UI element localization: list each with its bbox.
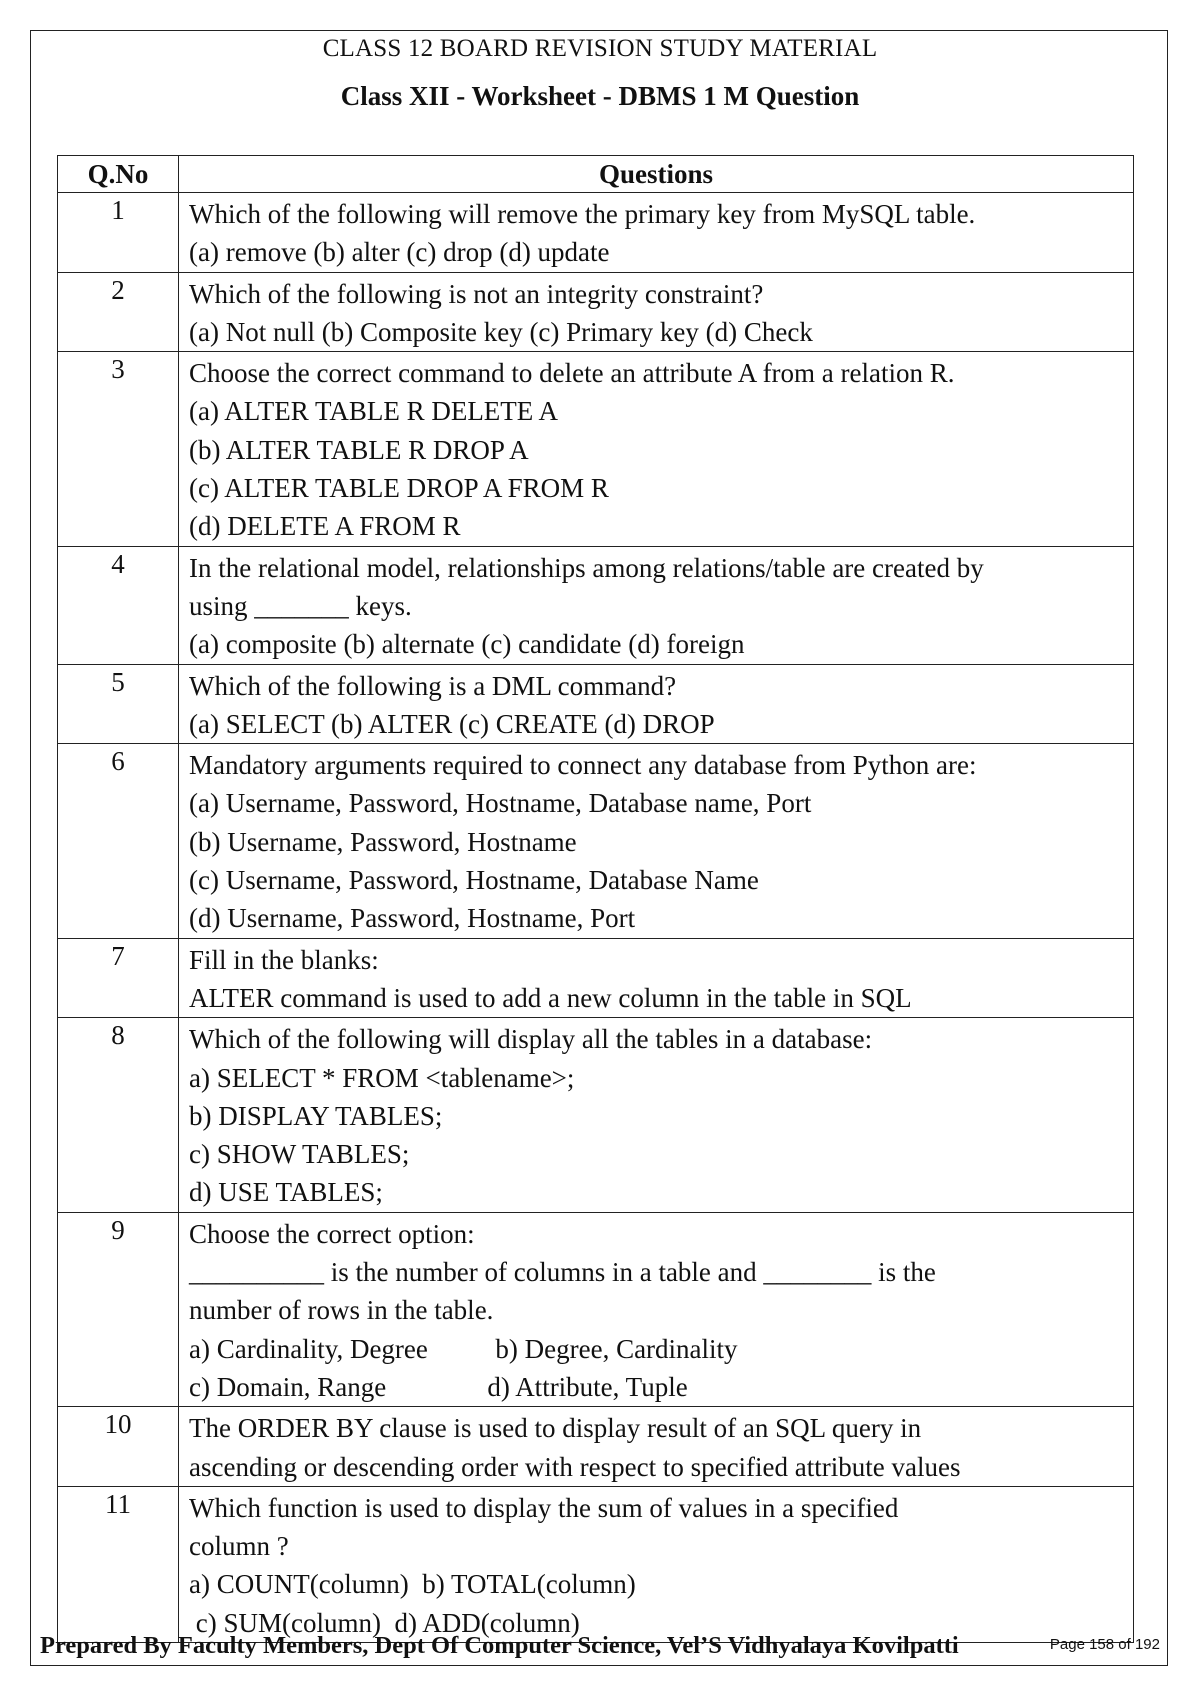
qno-column-header: Q.No	[58, 156, 179, 193]
questions-body	[58, 193, 1134, 1643]
question-line: number of rows in the table.	[189, 1295, 494, 1326]
question-line: Fill in the blanks:	[189, 944, 379, 975]
question-text	[179, 1018, 1134, 1212]
question-line: ALTER command is used to add a new column in the table in SQL	[189, 982, 912, 1013]
question-line: Which function is used to display the sum of values in a specified	[189, 1492, 899, 1523]
question-line: (a) remove (b) alter (c) drop (d) update	[189, 237, 610, 268]
question-line: (b) ALTER TABLE R DROP A	[189, 434, 529, 465]
question-line: Which of the following is not an integrity constraint?	[189, 278, 764, 309]
question-line: The ORDER BY clause is used to display result of an SQL query in	[189, 1413, 922, 1444]
question-line: using _______ keys.	[189, 590, 412, 621]
question-line: (a) SELECT (b) ALTER (c) CREATE (d) DROP	[189, 708, 715, 739]
question-number: 2	[58, 272, 179, 352]
page-header	[0, 30, 1200, 112]
question-line: (a) composite (b) alternate (c) candidate (d) foreign	[189, 629, 745, 660]
question-line: c) SUM(column) d) ADD(column)	[189, 1607, 580, 1638]
question-text	[179, 1212, 1134, 1406]
question-line: Choose the correct command to delete an attribute A from a relation R.	[189, 358, 955, 389]
question-text	[179, 352, 1134, 546]
question-text	[179, 744, 1134, 938]
table-row	[58, 1212, 1134, 1406]
table-row	[58, 272, 1134, 352]
questions-column-header: Questions	[179, 156, 1134, 193]
question-line: a) SELECT * FROM <tablename>;	[189, 1062, 575, 1093]
question-number: 9	[58, 1212, 179, 1406]
question-line: Choose the correct option:	[189, 1218, 475, 1249]
question-line: (d) DELETE A FROM R	[189, 511, 461, 542]
question-line: Which of the following will display all the tables in a database:	[189, 1024, 873, 1055]
question-line: c) SHOW TABLES;	[189, 1139, 410, 1170]
question-line: a) COUNT(column) b) TOTAL(column)	[189, 1569, 636, 1600]
question-text	[179, 546, 1134, 664]
question-line: (d) Username, Password, Hostname, Port	[189, 903, 636, 934]
table-row	[58, 352, 1134, 546]
material-title: CLASS 12 BOARD REVISION STUDY MATERIAL	[322, 35, 878, 62]
question-line: column ?	[189, 1531, 289, 1562]
question-number: 10	[58, 1407, 179, 1487]
question-line: (c) ALTER TABLE DROP A FROM R	[189, 473, 609, 504]
question-line: ascending or descending order with respect to specified attribute values	[189, 1451, 961, 1482]
table-row	[58, 1407, 1134, 1487]
question-number: 4	[58, 546, 179, 664]
prepared-by: Prepared By Faculty Members, Dept Of Computer Science, Vel’S Vidhyalaya Kovilpatti	[40, 1632, 959, 1659]
question-line: c) Domain, Range d) Attribute, Tuple	[189, 1371, 688, 1402]
question-text	[179, 664, 1134, 744]
question-number: 8	[58, 1018, 179, 1212]
page-number: Page 158 of 192	[1049, 1636, 1160, 1653]
table-row	[58, 546, 1134, 664]
table-header-row	[58, 156, 1134, 193]
question-number: 6	[58, 744, 179, 938]
question-line: (b) Username, Password, Hostname	[189, 826, 577, 857]
table-row	[58, 938, 1134, 1018]
table-row	[58, 193, 1134, 273]
question-text	[179, 1486, 1134, 1642]
worksheet-title: Class XII - Worksheet - DBMS 1 M Question	[340, 81, 860, 111]
question-line: (c) Username, Password, Hostname, Database Name	[189, 865, 759, 896]
question-line: Mandatory arguments required to connect any database from Python are:	[189, 750, 977, 781]
table-row	[58, 664, 1134, 744]
table-row	[58, 1018, 1134, 1212]
question-line: Which of the following will remove the primary key from MySQL table.	[189, 199, 976, 229]
question-text	[179, 193, 1134, 273]
table-row	[58, 1486, 1134, 1642]
question-number: 5	[58, 664, 179, 744]
question-line: (a) ALTER TABLE R DELETE A	[189, 396, 559, 427]
question-line: Which of the following is a DML command?	[189, 670, 677, 701]
question-number: 7	[58, 938, 179, 1018]
question-line: a) Cardinality, Degree b) Degree, Cardinality	[189, 1333, 738, 1364]
question-line: d) USE TABLES;	[189, 1177, 383, 1208]
question-line: In the relational model, relationships among relations/table are created by	[189, 552, 984, 583]
question-text	[179, 272, 1134, 352]
question-number: 11	[58, 1486, 179, 1642]
question-number: 1	[58, 193, 179, 273]
question-line: b) DISPLAY TABLES;	[189, 1100, 443, 1131]
question-number: 3	[58, 352, 179, 546]
questions-table	[57, 155, 1134, 1643]
question-text	[179, 938, 1134, 1018]
question-line: __________ is the number of columns in a table and ________ is the	[189, 1257, 936, 1288]
question-line: (a) Username, Password, Hostname, Database name, Port	[189, 788, 812, 819]
question-line: (a) Not null (b) Composite key (c) Primary key (d) Check	[189, 316, 813, 347]
question-text	[179, 1407, 1134, 1487]
table-row	[58, 744, 1134, 938]
